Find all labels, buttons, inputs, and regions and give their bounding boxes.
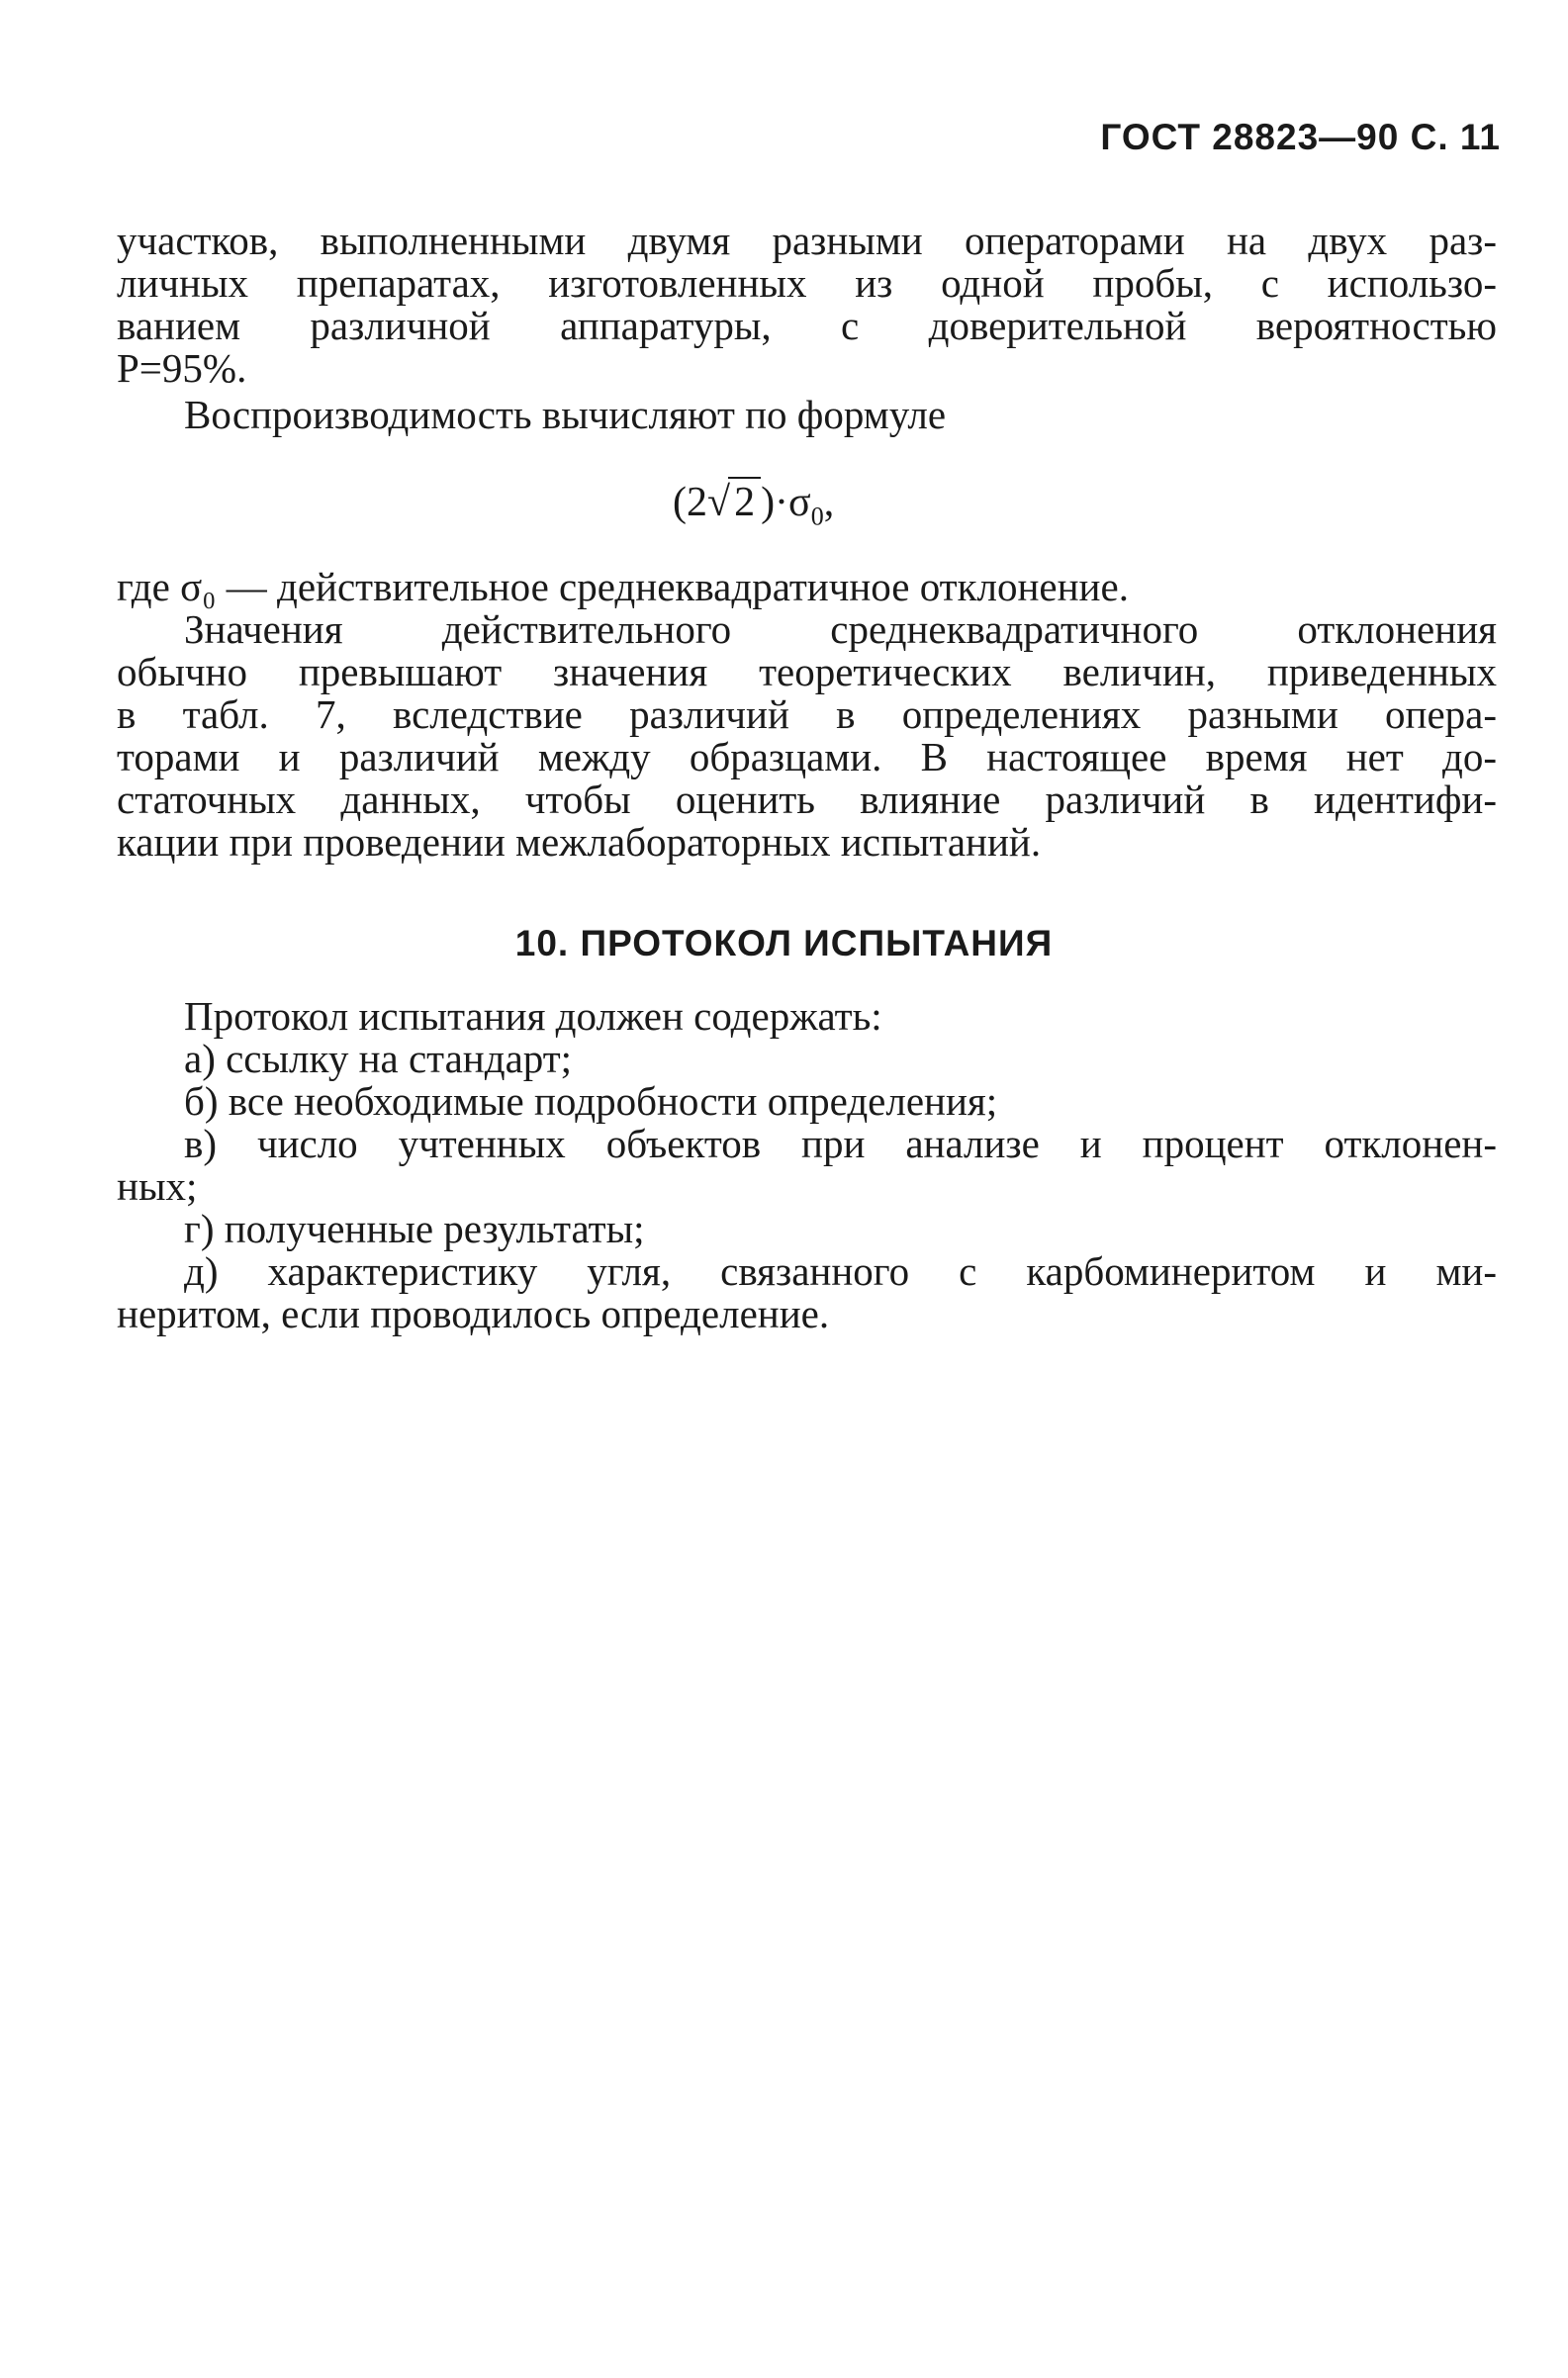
text-line: Воспроизводимость вычисляют по формуле [184,392,947,437]
formula-tail: , [823,480,835,525]
text-line: кации при проведении межлабораторных испытаний. [117,819,1042,865]
list-item: б) все необходимые подробности определения; [184,1078,998,1124]
list-item: г) полученные результаты; [184,1206,645,1251]
text-line: обычно превышают значения теоретических величин, приведенных [117,649,1497,694]
paragraph-reliability [117,220,1497,390]
section-title: 10. ПРОТОКОЛ ИСПЫТАНИЯ [514,923,1054,963]
text-line: Значения действительного среднеквадратичного отклонения [184,606,1497,652]
list-item: неритом, если проводилось определение. [117,1291,830,1336]
text-line: P=95%. [117,345,247,391]
formula-radicand: 2 [728,477,761,526]
formula-open: (2 [673,480,707,525]
list-item: ных; [117,1163,198,1209]
text-line: торами и различий между образцами. В настоящее время нет до- [117,734,1497,779]
list-item: а) ссылку на стандарт; [184,1036,573,1081]
text-line: статочных данных, чтобы оценить влияние различий в идентифи- [117,777,1497,822]
reproducibility-formula [673,477,834,531]
list-item: в) число учтенных объектов при анализе и процент отклонен- [184,1121,1497,1166]
text-line: участков, выполненными двумя разными операторами на двух раз- [117,218,1497,263]
paragraph-std-deviation [117,608,1497,864]
text-line: ванием различной аппаратуры, с доверительной вероятностью [117,303,1497,348]
paragraph-reproducibility [117,394,1497,436]
sqrt-icon: √ [707,480,731,525]
definition-line [117,566,1497,608]
page-header: ГОСТ 28823—90 С. 11 [1100,117,1501,157]
formula-close: )·σ [761,480,811,525]
list-item: д) характеристику угля, связанного с карбоминеритом и ми- [184,1248,1497,1294]
formula-subscript: 0 [810,502,824,531]
text-line: в табл. 7, вследствие различий в определениях разными опера- [117,691,1497,737]
text-line: где σ₀ — действительное среднеквадратичное отклонение. [117,564,1129,609]
protocol-intro: Протокол испытания должен содержать: [184,993,882,1039]
text-line: личных препаратах, изготовленных из одной пробы, с использо- [117,260,1497,306]
protocol-list [117,995,1497,1335]
